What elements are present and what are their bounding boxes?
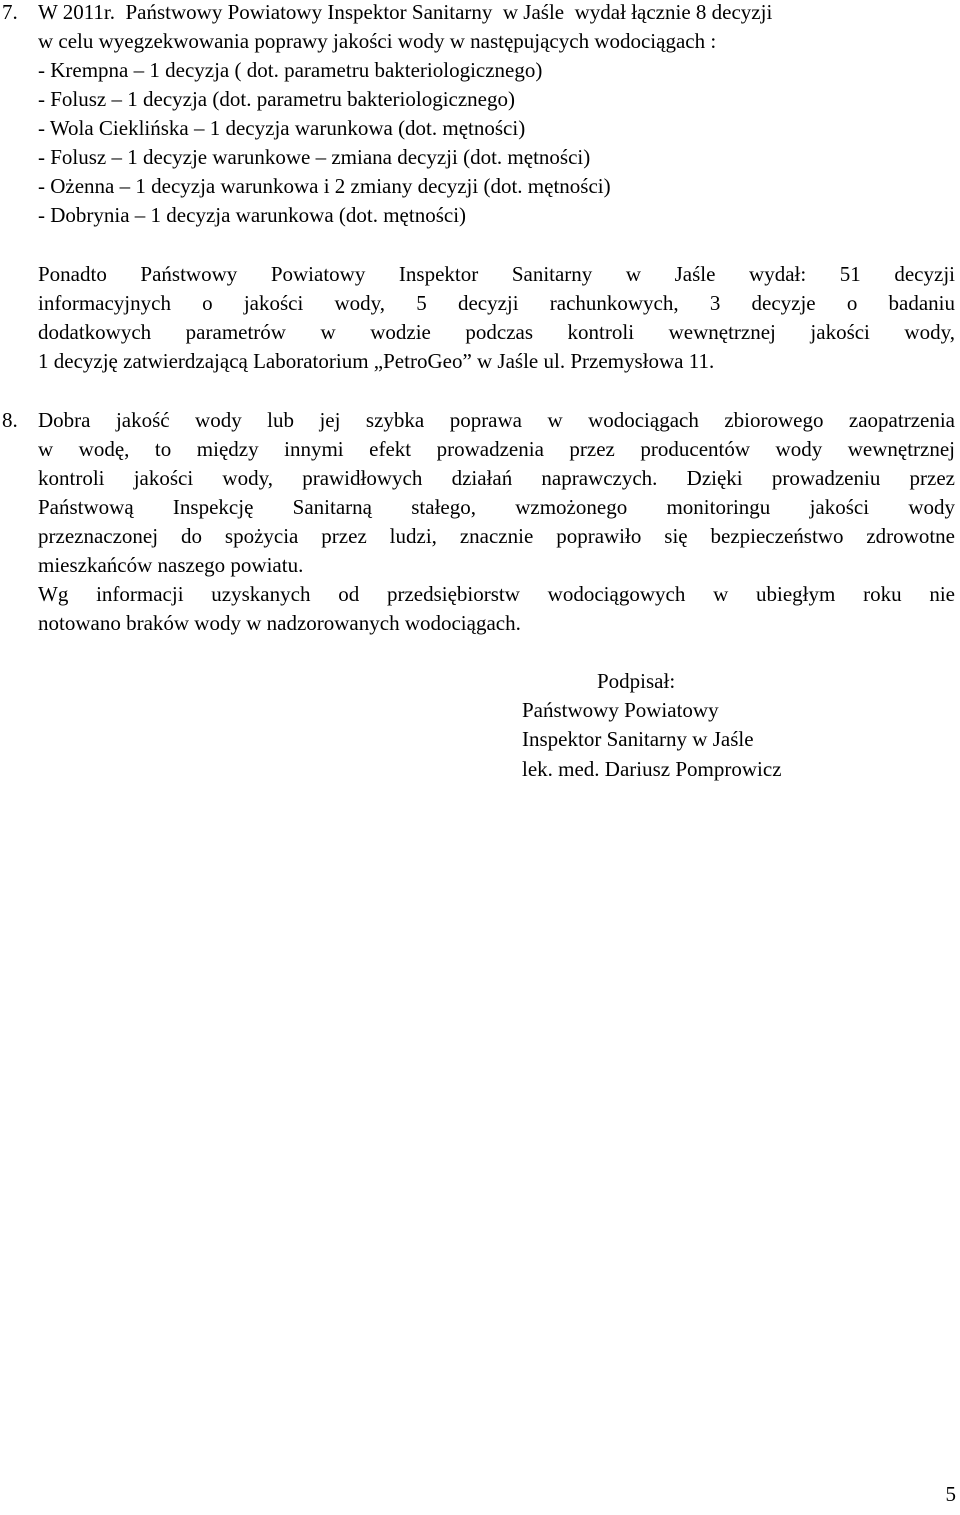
section-8-paragraph-line: Dobra jakość wody lub jej szybka poprawa w wodociągach zbiorowego zaopatrzenia [38,408,955,432]
list-item: - Folusz – 1 decyzja (dot. parametru bakteriologicznego) [38,87,515,111]
section-8-paragraph-line: Wg informacji uzyskanych od przedsiębiorstw wodociągowych w ubiegłym roku nie [38,582,955,606]
section-8-paragraph-line: notowano braków wody w nadzorowanych wodociągach. [38,611,521,635]
section-8-paragraph-line: mieszkańców naszego powiatu. [38,553,304,577]
list-item: - Wola Cieklińska – 1 decyzja warunkowa (dot. mętności) [38,116,526,140]
list-item: - Krempna – 1 decyzja ( dot. parametru bakteriologicznego) [38,58,543,82]
section-8-paragraph-line: przeznaczonej do spożycia przez ludzi, znacznie poprawiło się bezpieczeństwo zdrowotne [38,524,955,548]
signature-title-line: Inspektor Sanitarny w Jaśle [522,727,754,751]
section-7-paragraph-line: dodatkowych parametrów w wodzie podczas kontroli wewnętrznej jakości wody, [38,320,955,344]
section-7-number: 7. [2,0,18,24]
section-8-paragraph-line: w wodę, to między innymi efekt prowadzenia przez producentów wody wewnętrznej [38,437,955,461]
signature-label: Podpisał: [597,669,676,693]
list-item: - Dobrynia – 1 decyzja warunkowa (dot. mętności) [38,203,467,227]
section-8-number: 8. [2,408,18,432]
page-number: 5 [945,1482,956,1506]
section-8-paragraph-line: Państwową Inspekcję Sanitarną stałego, wzmożonego monitoringu jakości wody [38,495,955,519]
signature-title-line: Państwowy Powiatowy [522,698,719,722]
section-7-paragraph-line: informacyjnych o jakości wody, 5 decyzji rachunkowych, 3 decyzje o badaniu [38,291,955,315]
section-7-line: W 2011r. Państwowy Powiatowy Inspektor Sanitarny w Jaśle wydał łącznie 8 decyzji [38,0,773,24]
list-item: - Ożenna – 1 decyzja warunkowa i 2 zmiany decyzji (dot. mętności) [38,174,611,198]
section-7-paragraph-line: Ponadto Państwowy Powiatowy Inspektor Sanitarny w Jaśle wydał: 51 decyzji [38,262,955,286]
list-item: - Folusz – 1 decyzje warunkowe – zmiana decyzji (dot. mętności) [38,145,591,169]
section-7-line: w celu wyegzekwowania poprawy jakości wody w następujących wodociągach : [38,29,717,53]
section-7-paragraph-line: 1 decyzję zatwierdzającą Laboratorium „PetroGeo” w Jaśle ul. Przemysłowa 11. [38,349,715,373]
section-8-paragraph-line: kontroli jakości wody, prawidłowych działań naprawczych. Dzięki prowadzeniu przez [38,466,955,490]
signature-name: lek. med. Dariusz Pomprowicz [522,757,782,781]
